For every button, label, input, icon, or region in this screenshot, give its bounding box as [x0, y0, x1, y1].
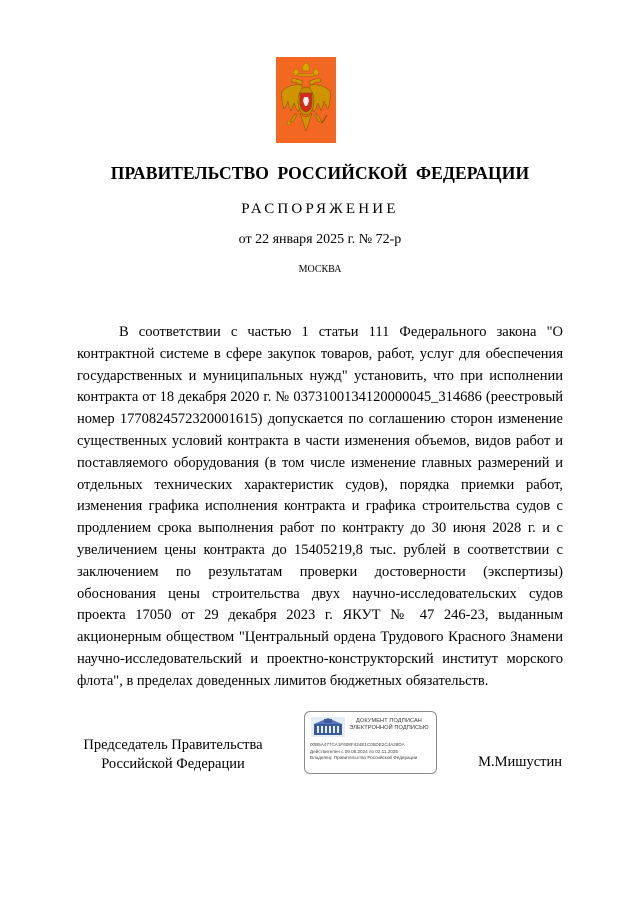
- signer-position-line-2: Российской Федерации: [101, 756, 245, 772]
- signer-position: [68, 736, 278, 774]
- order-body-paragraph: В соответствии с частью 1 статьи 111 Федерального закона "О контрактной системе в сфере закупок товаров, работ, услуг для обеспечения государственных и муниципальных нужд" установить, что при исполнении контракта от 18 декабря 2020 г. № 0373100134120000045_314686 (реестровый номер 1770824572320001615) допускается по соглашению сторон изменение существенных условий контракта в части изменения объемов, видов работ и поставляемого оборудования (в том числе изменение главных размерений и отдельных технических характеристик судов), порядка приемки работ, изменения графика исполнения контракта и графика строительства судов с продлением срока выполнения работ по контракту до 30 июня 2028 г. и с увеличением цены контракта до 15405219,8 тыс. рублей в соответствии с заключением по результатам проверки достоверности (экспертизы) обоснования цены строительства двух научно-исследовательских судов проекта 17050 от 29 декабря 2023 г. ЯКУТ № 47 246-23, выданным акционерным обществом "Центральный ордена Трудового Красного Знамени научно-исследовательский и проектно-конструкторский институт морского флота", в пределах доведенных лимитов бюджетных обязательств.: [77, 324, 563, 689]
- document-city: МОСКВА: [298, 264, 342, 275]
- organization-title: ПРАВИТЕЛЬСТВО РОССИЙСКОЙ ФЕДЕРАЦИИ: [110, 163, 530, 183]
- document-date-number: от 22 января 2025 г. № 72-р: [238, 232, 402, 247]
- stamp-title-line-2: ЭЛЕКТРОННОЙ ПОДПИСЬЮ: [349, 725, 429, 731]
- stamp-seal: [311, 717, 345, 737]
- signer-position-line-1: Председатель Правительства: [83, 737, 263, 753]
- signer-name: М.Мишустин: [478, 754, 562, 770]
- document-type: РАСПОРЯЖЕНИЕ: [241, 201, 399, 217]
- electronic-signature-stamp: [304, 711, 437, 774]
- russian-coat-of-arms-icon: [276, 57, 336, 143]
- stamp-title: [345, 718, 433, 732]
- stamp-title-line-1: ДОКУМЕНТ ПОДПИСАН: [356, 718, 422, 724]
- stamp-certificate-number: 00B5A477CA1F608F424E1C05DE2C4A28DA: [310, 742, 405, 747]
- stamp-owner: Владелец: Правительство Российской Федерации: [310, 755, 418, 760]
- government-building-seal-icon: [311, 717, 345, 737]
- stamp-validity: Действителен с 09.08.2024 по 02.11.2025: [310, 749, 398, 754]
- coat-of-arms-emblem: [276, 57, 336, 143]
